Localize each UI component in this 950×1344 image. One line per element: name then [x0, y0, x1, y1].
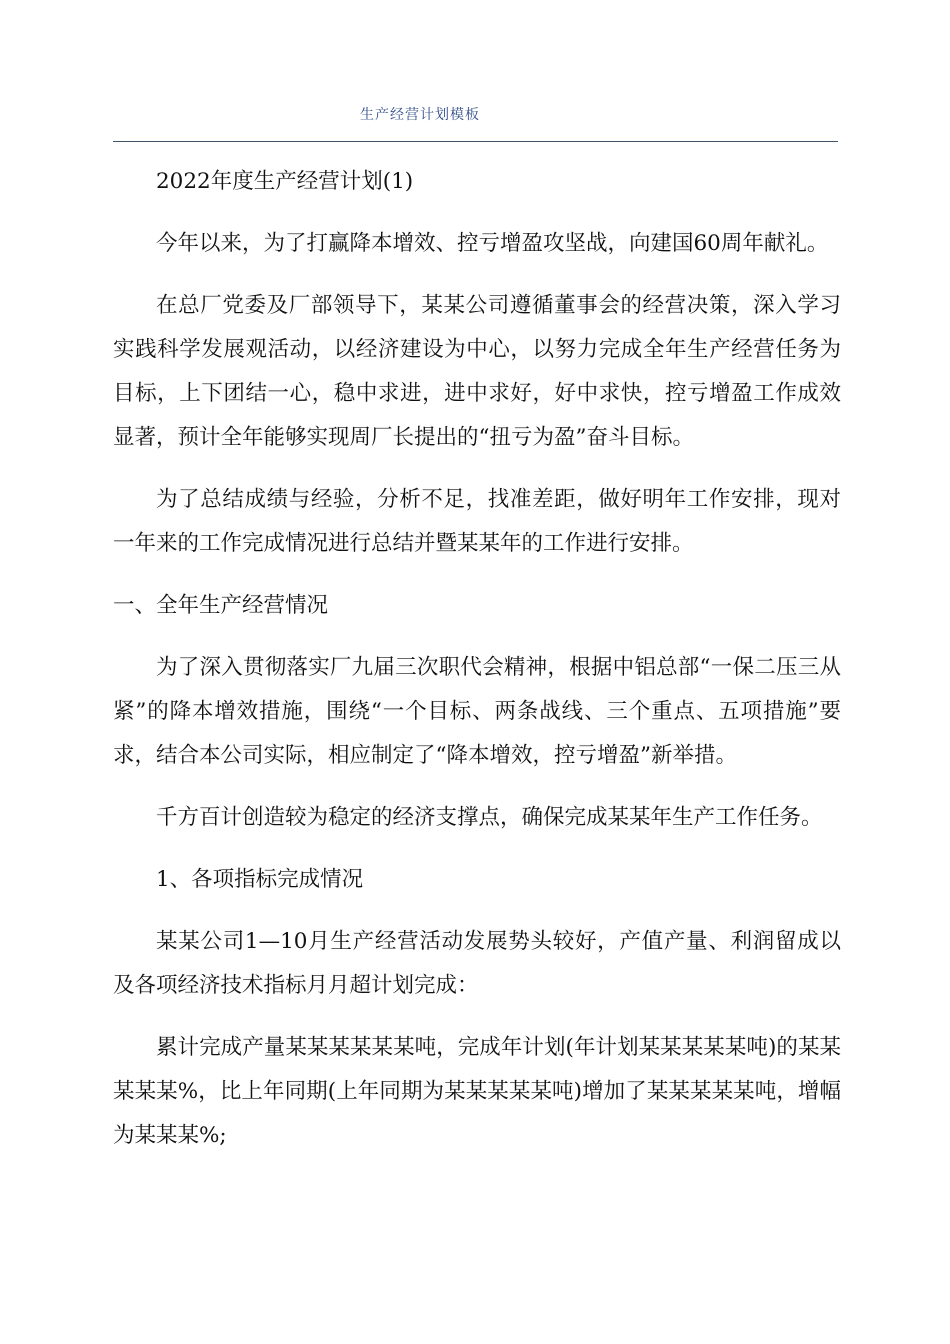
subsection-heading: 1、各项指标完成情况 — [156, 867, 364, 892]
paragraph: 今年以来，为了打赢降本增效、控亏增盈攻坚战，向建国60周年献礼。 — [156, 231, 829, 256]
section-heading: 一、全年生产经营情况 — [113, 593, 329, 618]
paragraph: 累计完成产量某某某某某某吨，完成年计划(年计划某某某某某吨)的某某某某某%，比上年同期(上年同期为某某某某某吨)增加了某某某某某吨，增幅为某某某%; — [113, 1035, 841, 1148]
paragraph: 某某公司1—10月生产经营活动发展势头较好，产值产量、利润留成以及各项经济技术指标月月超计划完成： — [113, 929, 841, 998]
paragraph: 为了总结成绩与经验，分析不足，找准差距，做好明年工作安排，现对一年来的工作完成情况进行总结并暨某某年的工作进行安排。 — [113, 487, 841, 556]
running-header-title: 生产经营计划模板 — [360, 107, 480, 123]
paragraph: 在总厂党委及厂部领导下，某某公司遵循董事会的经营决策，深入学习实践科学发展观活动，以经济建设为中心，以努力完成全年生产经营任务为目标，上下团结一心，稳中求进，进中求好，好中求快，控亏增盈工作成效显著，预计全年能够实现周厂长提出的“扭亏为盈”奋斗目标。 — [113, 293, 841, 450]
paragraph: 千方百计创造较为稳定的经济支撑点，确保完成某某年生产工作任务。 — [156, 805, 823, 830]
document-body — [113, 160, 841, 1176]
paragraph: 为了深入贯彻落实厂九届三次职代会精神，根据中铝总部“一保二压三从紧”的降本增效措施，围绕“一个目标、两条战线、三个重点、五项措施”要求，结合本公司实际，相应制定了“降本增效，控亏增盈”新举措。 — [113, 655, 841, 768]
document-heading: 2022年度生产经营计划(1) — [156, 169, 414, 194]
header-divider — [113, 141, 838, 142]
